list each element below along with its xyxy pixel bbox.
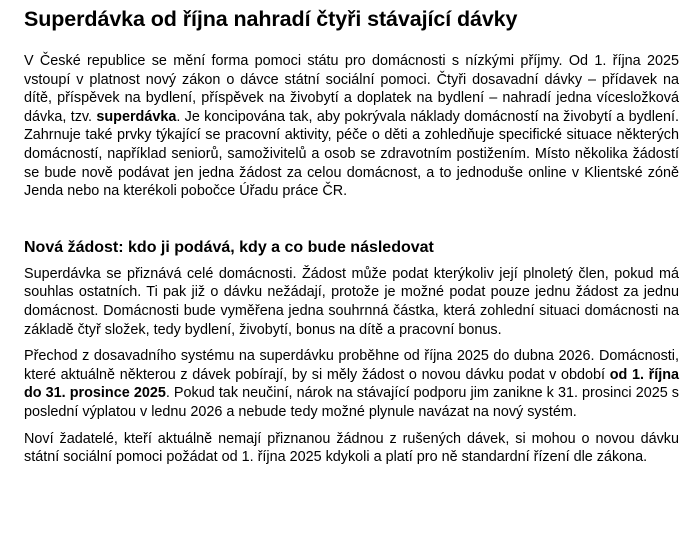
paragraph-new-applicants: Noví žadatelé, kteří aktuálně nemají přiznanou žádnou z rušených dávek, si mohou o novou dávku státní sociální pomoci požádat od 1. října 2025 kdykoli a platí pro ně standardní řízení dle zákona. bbox=[24, 430, 679, 466]
section-heading: Nová žádost: kdo ji podává, kdy a co bude následovat bbox=[24, 238, 434, 256]
intro-text-end: . Je koncipována tak, aby pokrývala náklady domácností na živobytí a bydlení. Zahrnuje také prvky týkající se pracovní aktivity, péče o děti a zohledňuje specifické situace některých domácností, například seniorů, samoživitelů a osob se zdravotním postižením. Místo několika žádostí se bude nově podávat jen jedna žádost za celou domácnost, a to jednoduše online v Klientské zóně Jenda nebo na kterékoli pobočce Úřadu práce ČR. bbox=[24, 108, 679, 200]
intro-text-start: V České republice se mění forma pomoci státu pro domácnosti s nízkými příjmy. Od 1. října 2025 vstoupí v platnost nový zákon o dávce státní sociální pomoci. Čtyři dosavadní dávky – přídavek na dítě, příspěvek na bydlení, příspěvek na živobytí a doplatek na bydlení – nahradí jedna vícesložková dávka, tzv. bbox=[24, 53, 679, 125]
transition-bold-period: od 1. října do 31. prosince 2025 bbox=[24, 366, 679, 402]
paragraph-transition bbox=[24, 347, 679, 421]
paragraph-household: Superdávka se přiznává celé domácnosti. Žádost může podat kterýkoliv její plnoletý člen, pokud má souhlas ostatních. Ti pak již o dávku nežádají, protože je možné podat pouze jednu žádost za jednu domácnost. Domácnosti bude vyměřena jedna souhrnná částka, která zohlední situaci domácnosti na základě čtyř složek, tedy bydlení, živobytí, bonus na dítě a pracovní bonus. bbox=[24, 265, 679, 338]
page-title: Superdávka od října nahradí čtyři stávající dávky bbox=[24, 7, 518, 31]
intro-paragraph bbox=[24, 52, 679, 201]
transition-text-start: Přechod z dosavadního systému na superdávku proběhne od října 2025 do dubna 2026. Domácnosti, které aktuálně některou z dávek pobírají, by si měly žádost o novou dávku podat v období bbox=[24, 348, 679, 383]
transition-text-end: . Pokud tak neučiní, nárok na stávající podporu jim zanikne k 31. prosinci 2025 s poslední výplatou v lednu 2026 a nebude tedy možné plynule navázat na nový systém. bbox=[24, 385, 679, 420]
intro-bold-term: superdávka bbox=[96, 108, 177, 125]
